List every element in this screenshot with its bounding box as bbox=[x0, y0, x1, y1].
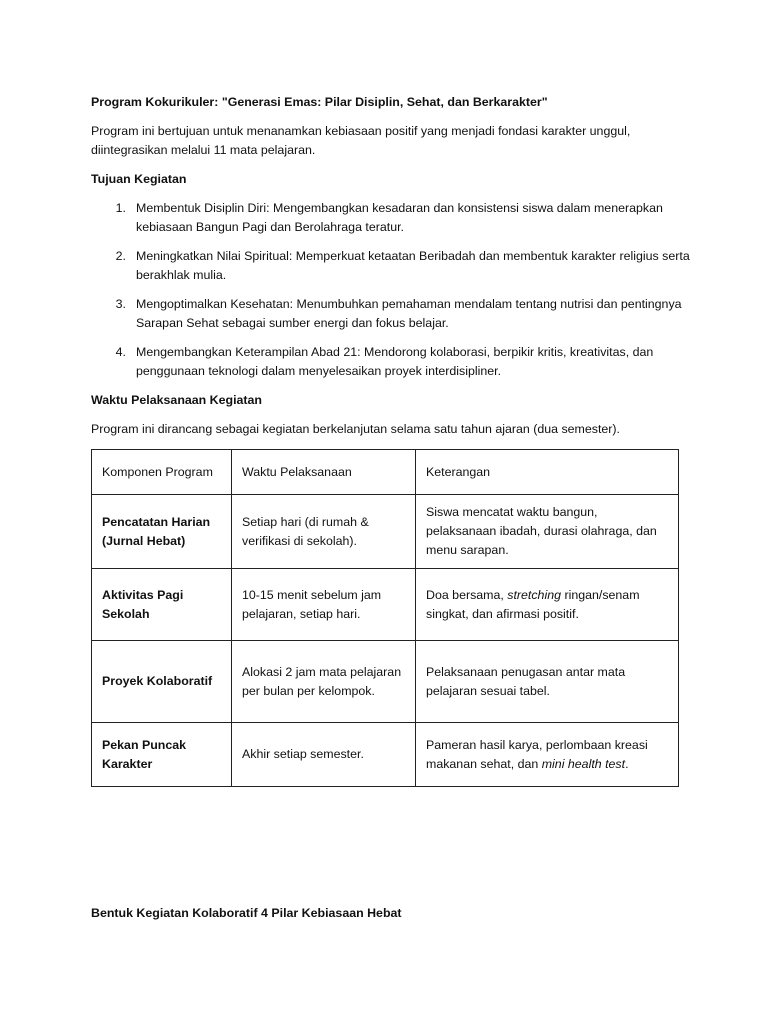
schedule-heading: Waktu Pelaksanaan Kegiatan bbox=[91, 393, 263, 407]
schedule-table bbox=[91, 449, 679, 787]
table-row bbox=[92, 723, 679, 787]
note-text: Doa bersama, bbox=[426, 587, 508, 602]
intro-paragraph: Program ini bertujuan untuk menanamkan kebiasaan positif yang menjadi fondasi karakter unggul, diintegrasikan melalui 11 mata pelajaran. bbox=[91, 124, 631, 157]
note-text: . bbox=[625, 756, 629, 771]
table-header-row bbox=[92, 450, 679, 495]
time-cell: Akhir setiap semester. bbox=[232, 723, 416, 787]
goal-text: Meningkatkan Nilai Spiritual: Memperkuat ketaatan Beribadah dan membentuk karakter religius serta berakhlak mulia. bbox=[136, 249, 690, 282]
table-row bbox=[92, 641, 679, 723]
note-cell: Pelaksanaan penugasan antar mata pelajaran sesuai tabel. bbox=[416, 641, 679, 723]
collab-heading: Bentuk Kegiatan Kolaboratif 4 Pilar Kebiasaan Hebat bbox=[91, 906, 402, 920]
note-text: Pameran hasil karya, perlombaan kreasi makanan sehat, dan bbox=[426, 737, 648, 771]
goal-number: 1. bbox=[115, 201, 126, 215]
note-italic-text: stretching bbox=[507, 587, 561, 602]
table-row bbox=[92, 569, 679, 641]
goal-number: 4. bbox=[115, 345, 126, 359]
time-cell: Setiap hari (di rumah & verifikasi di sekolah). bbox=[232, 495, 416, 569]
table-header-cell: Komponen Program bbox=[92, 450, 232, 495]
schedule-intro: Program ini dirancang sebagai kegiatan berkelanjutan selama satu tahun ajaran (dua semester). bbox=[91, 422, 620, 436]
time-cell: 10-15 menit sebelum jam pelajaran, setiap hari. bbox=[232, 569, 416, 641]
goal-number: 2. bbox=[115, 249, 126, 263]
note-cell bbox=[416, 723, 679, 787]
note-italic-text: mini health test bbox=[541, 756, 626, 771]
component-cell: Aktivitas Pagi Sekolah bbox=[92, 569, 232, 641]
note-cell bbox=[416, 569, 679, 641]
goal-text: Mengoptimalkan Kesehatan: Menumbuhkan pemahaman mendalam tentang nutrisi dan pentingnya Sarapan Sehat sebagai sumber energi dan fokus belajar. bbox=[136, 297, 682, 330]
component-cell: Pekan Puncak Karakter bbox=[92, 723, 232, 787]
time-cell: Alokasi 2 jam mata pelajaran per bulan per kelompok. bbox=[232, 641, 416, 723]
goal-text: Mengembangkan Keterampilan Abad 21: Mendorong kolaborasi, berpikir kritis, kreativitas, dan penggunaan teknologi dalam menyelesaikan proyek interdisipliner. bbox=[136, 345, 654, 378]
note-text: ringan/senam singkat, dan afirmasi positif. bbox=[426, 587, 640, 621]
document-title: Program Kokurikuler: "Generasi Emas: Pilar Disiplin, Sehat, dan Berkarakter" bbox=[91, 95, 548, 109]
table-header-cell: Keterangan bbox=[416, 450, 679, 495]
component-cell: Pencatatan Harian (Jurnal Hebat) bbox=[92, 495, 232, 569]
goals-heading: Tujuan Kegiatan bbox=[91, 172, 187, 186]
note-cell: Siswa mencatat waktu bangun, pelaksanaan ibadah, durasi olahraga, dan menu sarapan. bbox=[416, 495, 679, 569]
goal-text: Membentuk Disiplin Diri: Mengembangkan kesadaran dan konsistensi siswa dalam menerapkan kebiasaan Bangun Pagi dan Berolahraga teratur. bbox=[136, 201, 663, 234]
table-header-cell: Waktu Pelaksanaan bbox=[232, 450, 416, 495]
component-cell: Proyek Kolaboratif bbox=[92, 641, 232, 723]
goal-number: 3. bbox=[115, 297, 126, 311]
table-row bbox=[92, 495, 679, 569]
